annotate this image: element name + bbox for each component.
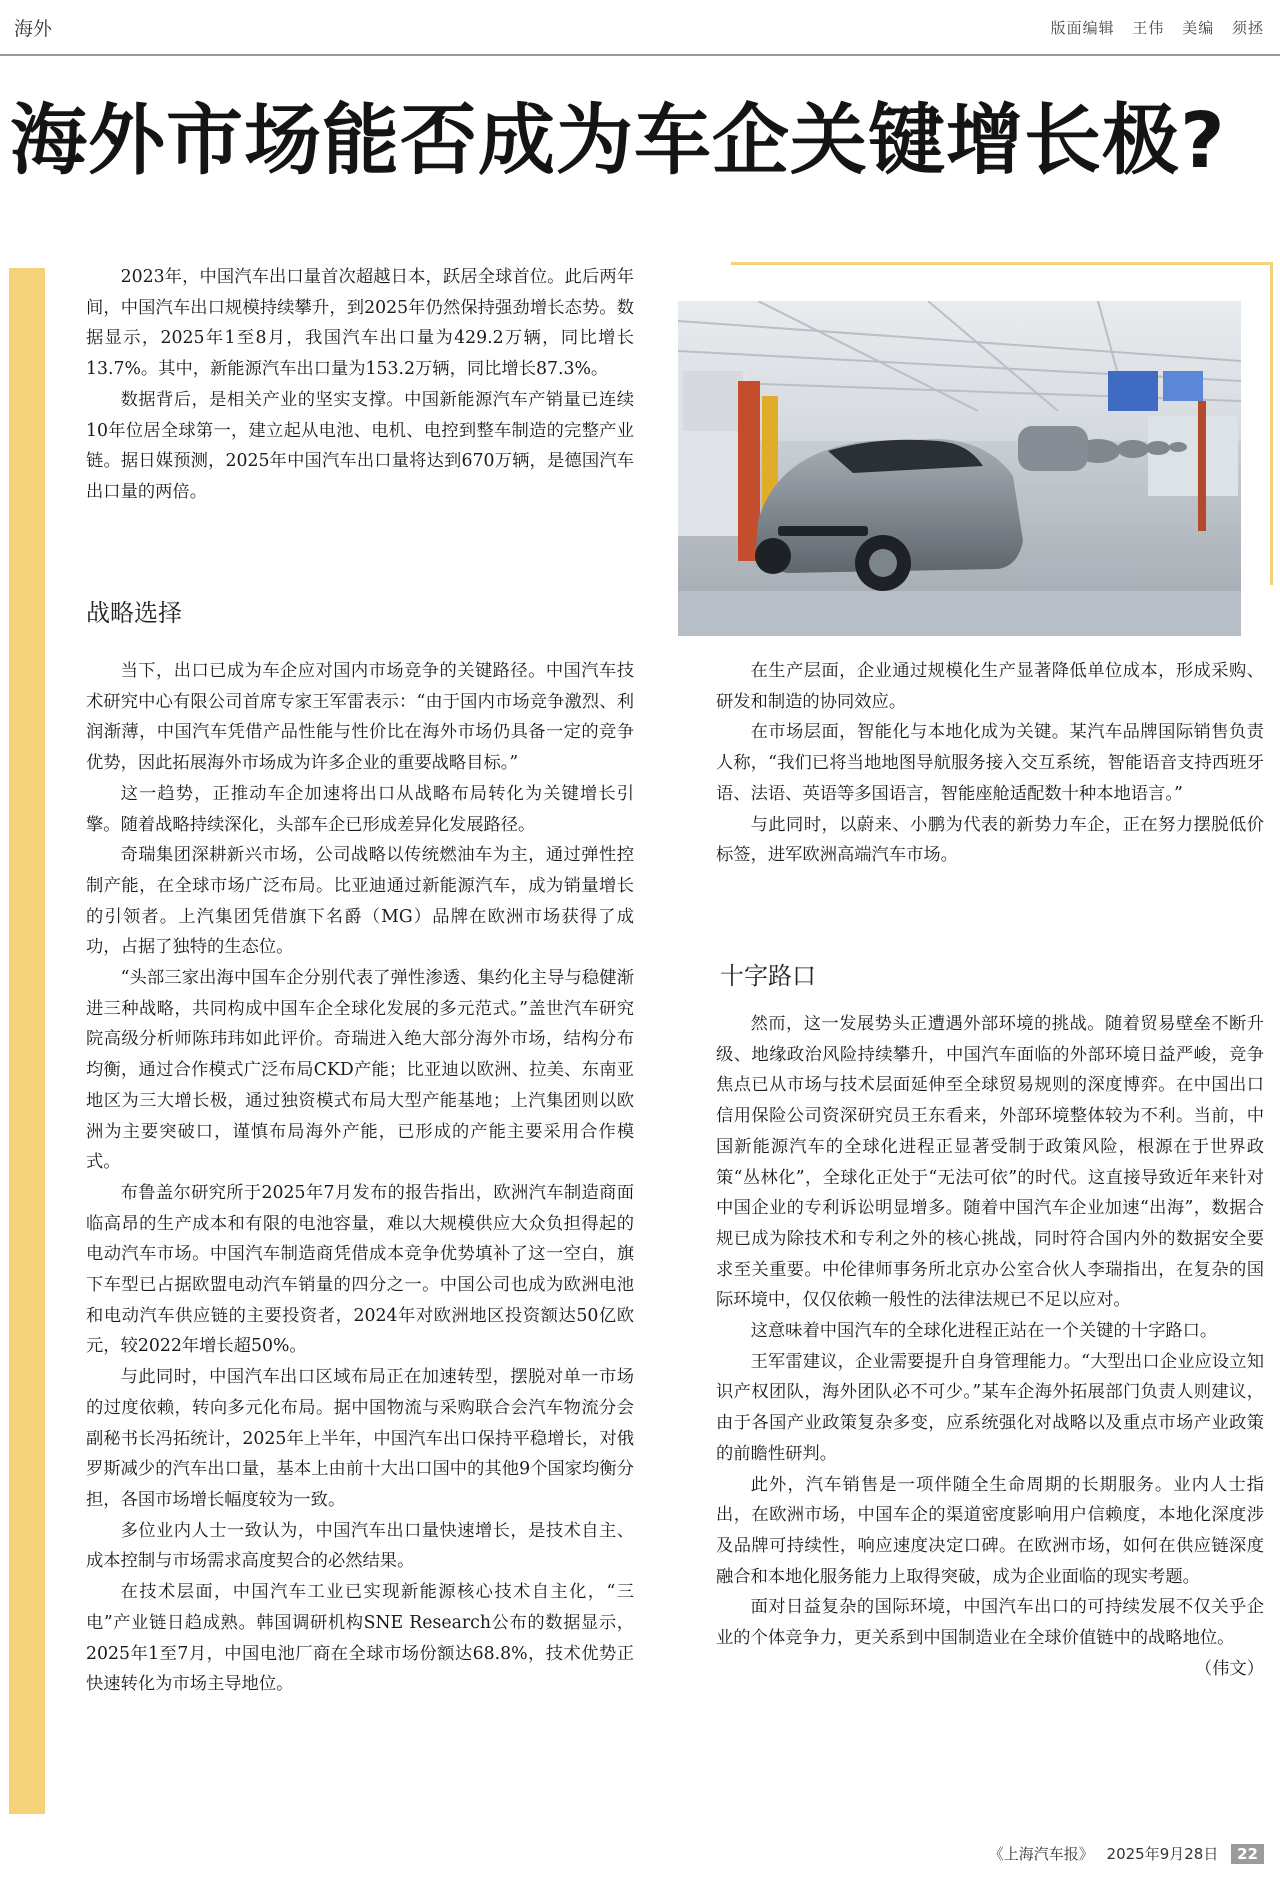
intro-column	[86, 262, 634, 508]
paragraph: 奇瑞集团深耕新兴市场，公司战略以传统燃油车为主，通过弹性控制产能，在全球市场广泛布局。比亚迪通过新能源汽车，成为销量增长的引领者。上汽集团凭借旗下名爵（MG）品牌在欧洲市场获得了成功，占据了独特的生态位。	[86, 845, 634, 958]
paragraph: 在技术层面，中国汽车工业已实现新能源核心技术自主化，“三电”产业链日趋成熟。韩国调研机构SNE Research公布的数据显示，2025年1至7月，中国电池厂商在全球市场份额达68.8%，技术优势正快速转化为市场主导地位。	[86, 1582, 634, 1695]
factory-photo	[678, 301, 1241, 636]
paragraph: 此外，汽车销售是一项伴随全生命周期的长期服务。业内人士指出，在欧洲市场，中国车企的渠道密度影响用户信赖度，本地化深度涉及品牌可持续性，响应速度决定口碑。在欧洲市场，如何在供应链深度融合和本地化服务能力上取得突破，成为企业面临的现实考题。	[716, 1474, 1264, 1587]
factory-car-illustration	[678, 301, 1241, 636]
page-footer	[981, 1843, 1264, 1864]
article-headline: 海外市场能否成为车企关键增长极?	[10, 97, 1226, 186]
newspaper-name: 《上海汽车报》	[988, 1845, 1094, 1863]
paragraph: 然而，这一发展势头正遭遇外部环境的挑战。随着贸易壁垒不断升级、地缘政治风险持续攀升，中国汽车面临的外部环境日益严峻，竞争焦点已从市场与技术层面延伸至全球贸易规则的深度博弈。在中国出口信用保险公司资深研究员王东看来，外部环境整体较为不利。当前，中国新能源汽车的全球化进程正显著受制于政策风险，根源在于世界政策“丛林化”，全球化正处于“无法可依”的时代。这直接导致近年来针对中国企业的专利诉讼明显增多。随着中国汽车企业加速“出海”，数据合规已成为除技术和专利之外的核心挑战，同时符合国内外的数据安全要求至关重要。中伦律师事务所北京办公室合伙人李瑞指出，在复杂的国际环境中，仅仅依赖一般性的法律法规已不足以应对。	[716, 1014, 1264, 1311]
designer-label: 美编	[1182, 19, 1215, 37]
paragraph: 布鲁盖尔研究所于2025年7月发布的报告指出，欧洲汽车制造商面临高昂的生产成本和有限的电池容量，难以大规模供应大众负担得起的电动汽车市场。中国汽车制造商凭借成本竞争优势填补了这一空白，旗下车型已占据欧盟电动汽车销量的四分之一。中国公司也成为欧洲电池和电动汽车供应链的主要投资者，2024年对欧洲地区投资额达50亿欧元，较2022年增长超50%。	[86, 1182, 634, 1357]
paragraph: 在市场层面，智能化与本地化成为关键。某汽车品牌国际销售负责人称，“我们已将当地地图导航服务接入交互系统，智能语音支持西班牙语、法语、英语等多国语言，智能座舱适配数十种本地语言。”	[716, 722, 1264, 804]
paragraph: 数据背后，是相关产业的坚实支撑。中国新能源汽车产销量已连续10年位居全球第一，建立起从电池、电机、电控到整车制造的完整产业链。据日媒预测，2025年中国汽车出口量将达到670万辆，是德国汽车出口量的两倍。	[86, 389, 634, 502]
section-heading: 十字路口	[720, 962, 816, 990]
page-number: 22	[1231, 1844, 1264, 1864]
paragraph: 这意味着中国汽车的全球化进程正站在一个关键的十字路口。	[750, 1321, 1218, 1342]
editor-name: 王伟	[1132, 19, 1165, 37]
designer-name: 须拯	[1231, 19, 1264, 37]
section-label: 海外	[14, 18, 53, 40]
paragraph: 这一趋势，正推动车企加速将出口从战略布局转化为关键增长引擎。随着战略持续深化，头部车企已形成差异化发展路径。	[86, 783, 634, 835]
editor-label: 版面编辑	[1050, 19, 1115, 37]
right-column-bottom	[716, 1009, 1264, 1684]
decorative-bar	[9, 268, 45, 1814]
paragraph: “头部三家出海中国车企分别代表了弹性渗透、集约化主导与稳健渐进三种战略，共同构成中国车企全球化发展的多元范式。”盖世汽车研究院高级分析师陈玮玮如此评价。奇瑞进入绝大部分海外市场，结构分布均衡，通过合作模式广泛布局CKD产能；比亚迪以欧洲、拉美、东南亚地区为三大增长极，通过独资模式布局大型产能基地；上汽集团则以欧洲为主要突破口，谨慎布局海外产能，已形成的产能主要采用合作模式。	[86, 968, 634, 1173]
issue-date: 2025年9月28日	[1106, 1845, 1219, 1863]
paragraph: 多位业内人士一致认为，中国汽车出口量快速增长，是技术自主、成本控制与市场需求高度契合的必然结果。	[86, 1520, 634, 1572]
paragraph: 在生产层面，企业通过规模化生产显著降低单位成本，形成采购、研发和制造的协同效应。	[716, 661, 1264, 712]
paragraph: 与此同时，以蔚来、小鹏为代表的新势力车企，正在努力摆脱低价标签，进军欧洲高端汽车市场。	[716, 814, 1264, 866]
byline: （伟文）	[1194, 1658, 1264, 1679]
paragraph: 面对日益复杂的国际环境，中国汽车出口的可持续发展不仅关乎企业的个体竞争力，更关系到中国制造业在全球价值链中的战略地位。	[716, 1597, 1264, 1649]
page-header	[0, 0, 1280, 56]
paragraph: 与此同时，中国汽车出口区域布局正在加速转型，摆脱对单一市场的过度依赖，转向多元化布局。据中国物流与采购联合会汽车物流分会副秘书长冯拓统计，2025年上半年，中国汽车出口保持平稳增长，对俄罗斯减少的汽车出口量，基本上由前十大出口国中的其他9个国家均衡分担，各国市场增长幅度较为一致。	[86, 1367, 634, 1510]
editor-credits	[1039, 17, 1264, 38]
section-heading: 战略选择	[86, 599, 182, 627]
left-column	[86, 656, 634, 1700]
paragraph: 当下，出口已成为车企应对国内市场竞争的关键路径。中国汽车技术研究中心有限公司首席专家王军雷表示：“由于国内市场竞争激烈、利润渐薄，中国汽车凭借产品性能与性价比在海外市场仍具备一定的竞争优势，因此拓展海外市场成为许多企业的重要战略目标。”	[86, 661, 634, 774]
right-column-top	[716, 656, 1264, 871]
paragraph: 王军雷建议，企业需要提升自身管理能力。“大型出口企业应设立知识产权团队，海外团队必不可少。”某车企海外拓展部门负责人则建议，由于各国产业政策复杂多变，应系统强化对战略以及重点市场产业政策的前瞻性研判。	[716, 1351, 1264, 1464]
paragraph: 2023年，中国汽车出口量首次超越日本，跃居全球首位。此后两年间，中国汽车出口规模持续攀升，到2025年仍然保持强劲增长态势。数据显示，2025年1至8月，我国汽车出口量为429.2万辆，同比增长13.7%。其中，新能源汽车出口量为153.2万辆，同比增长87.3%。	[86, 267, 634, 380]
